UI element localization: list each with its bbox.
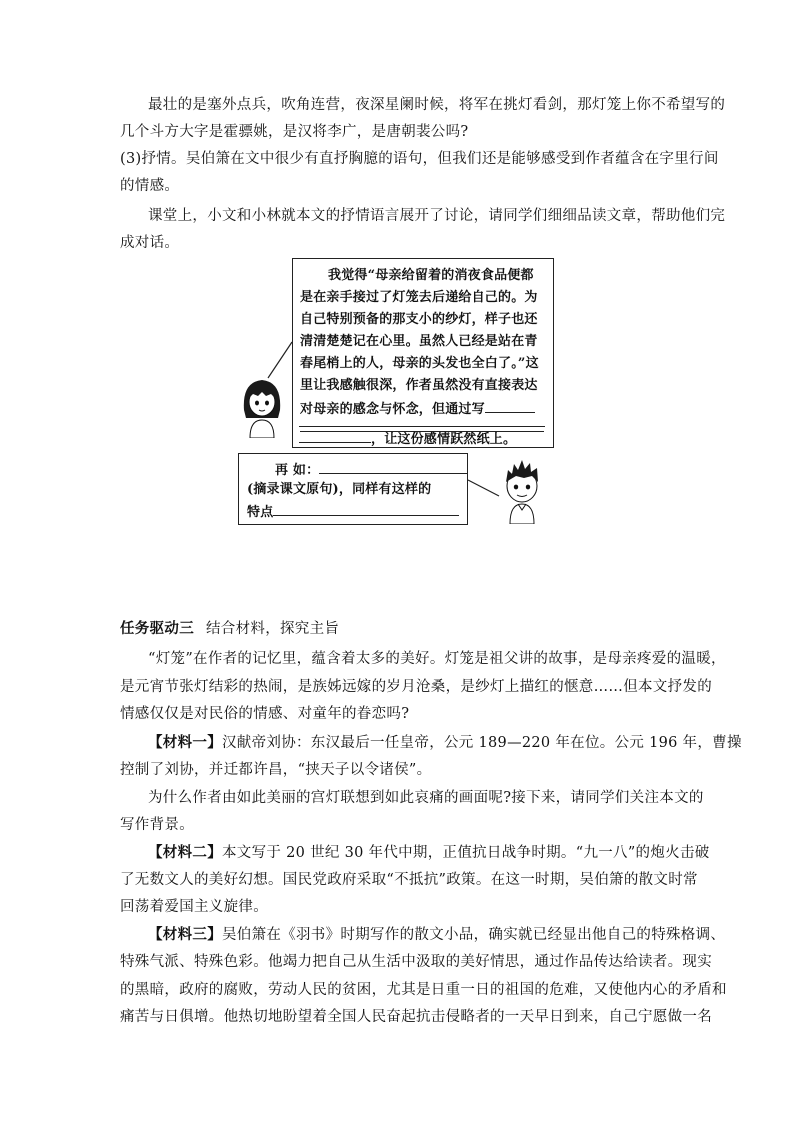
answer-blank[interactable] bbox=[485, 399, 535, 413]
girl-speech-box bbox=[292, 258, 554, 448]
paragraph-line: 痛苦与日俱增。他热切地盼望着全国人民奋起抗击侵略者的一天早日到来，自己宁愿做一名 bbox=[120, 1009, 712, 1025]
girl-avatar-icon bbox=[238, 376, 286, 438]
speech-text: ，让这份感情跃然纸上。 bbox=[371, 432, 517, 447]
speech-line: (摘录课文原句)，同样有这样的 bbox=[247, 482, 432, 497]
paragraph-line: 课堂上，小文和小林就本文的抒情语言展开了讨论，请同学们细细品读文章，帮助他们完 bbox=[148, 208, 726, 224]
section-heading bbox=[120, 619, 339, 639]
speech-line: 里让我感触很深，作者虽然没有直接表达 bbox=[300, 378, 538, 393]
material-2-line bbox=[148, 843, 710, 863]
heading-label: 任务驱动三 bbox=[120, 620, 194, 637]
paragraph-line: “灯笼”在作者的记忆里，蕴含着太多的美好。灯笼是祖父讲的故事，是母亲疼爱的温暖， bbox=[148, 651, 726, 667]
speech-line: 清清楚楚记在心里。虽然人已经是站在青 bbox=[300, 334, 538, 349]
paragraph-line: 的情感。 bbox=[120, 178, 180, 194]
heading-text: 结合材料，探究主旨 bbox=[206, 621, 340, 637]
material-label: 【材料一】 bbox=[148, 734, 222, 751]
speech-line: 春尾梢上的人，母亲的头发也全白了。”这 bbox=[300, 356, 539, 371]
question-item-3: (3)抒情。吴伯箫在文中很少有直抒胸臆的语句，但我们还是能够感受到作者蕴含在字里行间 bbox=[120, 151, 719, 167]
paragraph-line: 写作背景。 bbox=[120, 817, 194, 833]
speech-pointer bbox=[467, 478, 501, 498]
material-text: 吴伯箫在《羽书》时期写作的散文小品，确实就已经显出他自己的特殊格调、 bbox=[222, 927, 726, 943]
material-text: 汉献帝刘协：东汉最后一任皇帝，公元 189—220 年在位。公元 196 年，曹操 bbox=[222, 735, 742, 751]
answer-blank-line[interactable] bbox=[299, 426, 545, 427]
paragraph-line: 特殊气派、特殊色彩。他竭力把自己从生活中汲取的美好情思，通过作品传达给读者。现实 bbox=[120, 954, 712, 970]
speech-end-line bbox=[299, 429, 516, 448]
paragraph-line: 最壮的是塞外点兵，吹角连营，夜深星阑时候，将军在挑灯看剑，那灯笼上你不希望写的 bbox=[148, 97, 726, 113]
answer-blank[interactable] bbox=[319, 460, 467, 474]
answer-blank[interactable] bbox=[299, 429, 371, 443]
paragraph-line: 情感仅仅是对民俗的情感、对童年的眷恋吗? bbox=[120, 706, 410, 722]
material-label: 【材料三】 bbox=[148, 926, 222, 943]
boy-speech-box bbox=[238, 453, 468, 525]
material-label: 【材料二】 bbox=[148, 844, 222, 861]
speech-line: 我觉得“母亲给留着的消夜食品便都 bbox=[328, 268, 534, 283]
paragraph-line: 回荡着爱国主义旋律。 bbox=[120, 899, 268, 915]
speech-text: 特点 bbox=[247, 505, 274, 520]
boy-avatar-icon bbox=[498, 458, 546, 524]
material-text: 本文写于 20 世纪 30 年代中期，正值抗日战争时期。“九一八”的炮火击破 bbox=[222, 845, 710, 861]
speech-line-with-blank bbox=[247, 502, 459, 521]
speech-line: 自己特别预备的那支小的纱灯，样子也还 bbox=[300, 312, 538, 327]
material-3-line bbox=[148, 925, 725, 945]
paragraph-line: 是元宵节张灯结彩的热闹，是族姊远嫁的岁月沧桑，是纱灯上描红的惬意……但本文抒发的 bbox=[120, 679, 712, 695]
paragraph-line: 几个斗方大字是霍骠姚，是汉将李广，是唐朝裴公吗? bbox=[120, 124, 469, 140]
material-1-line bbox=[148, 733, 742, 753]
paragraph-line: 了无数文人的美好幻想。国民党政府采取“不抵抗”政策。在这一时期，吴伯箫的散文时常 bbox=[120, 872, 698, 888]
speech-pointer bbox=[264, 340, 294, 380]
paragraph-line: 控制了刘协，并迁都许昌，“挟天子以令诸侯”。 bbox=[120, 762, 432, 778]
paragraph-line: 为什么作者由如此美丽的宫灯联想到如此哀痛的画面呢?接下来，请同学们关注本文的 bbox=[148, 790, 704, 806]
speech-line-with-blank bbox=[300, 399, 535, 418]
speech-text: 对母亲的感念与怀念，但通过写 bbox=[300, 402, 485, 417]
answer-blank[interactable] bbox=[273, 502, 459, 516]
paragraph-line: 的黑暗，政府的腐败，劳动人民的贫困，尤其是日重一日的祖国的危难，又使他内心的矛盾和 bbox=[120, 982, 727, 998]
speech-text: 再 如： bbox=[275, 463, 320, 478]
paragraph-line: 成对话。 bbox=[120, 235, 180, 251]
speech-line: 是在亲手接过了灯笼去后递给自己的。为 bbox=[300, 290, 538, 305]
speech-line-with-blank bbox=[275, 460, 467, 479]
